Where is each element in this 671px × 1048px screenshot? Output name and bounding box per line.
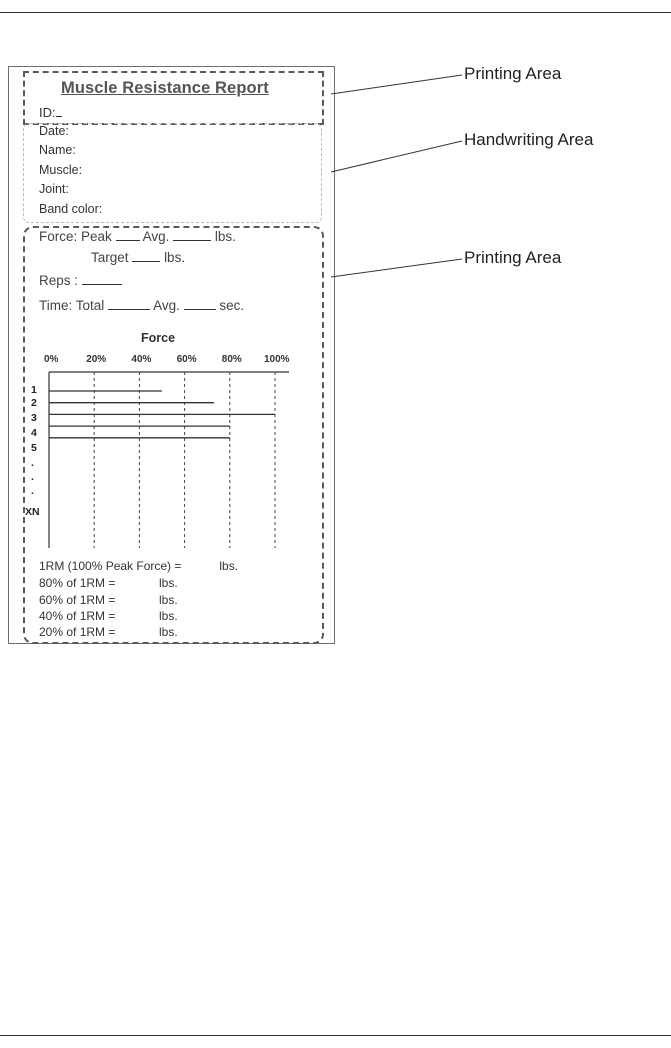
row-label-dot-7: . [31,485,34,497]
row-label-3: 3 [31,412,37,424]
result-20: 20% of 1RM = lbs. [39,625,178,639]
page-bottom-rule [0,1035,671,1036]
field-name: Name: [39,143,76,157]
result-80: 80% of 1RM = lbs. [39,576,178,590]
row-label-XN: XN [25,506,40,518]
target-line: Target lbs. [91,250,186,265]
force-line: Force: Peak Avg. lbs. [39,229,236,244]
tick-label-80: 80% [221,354,242,365]
row-label-dot-6: . [31,471,34,483]
row-label-5: 5 [31,442,37,454]
callout-handwriting-area: Handwriting Area [464,130,594,149]
tick-label-40: 40% [131,354,152,365]
leader-line-handwriting [331,141,462,172]
report-card [8,66,335,644]
field-joint: Joint: [39,182,69,196]
result-1rm: 1RM (100% Peak Force) = lbs. [39,559,239,573]
callout-printing-area-top: Printing Area [464,64,562,83]
field-muscle: Muscle: [39,163,83,177]
row-label-4: 4 [31,427,37,439]
row-label-dot-5: . [31,457,34,469]
id-label: ID: [39,105,62,120]
time-line: Time: Total Avg. sec. [39,298,245,313]
tick-label-100: 100% [264,354,290,365]
tick-label-60: 60% [176,354,197,365]
tick-label-0: 0% [44,354,59,365]
tick-label-20: 20% [86,354,107,365]
report-title: Muscle Resistance Report [61,79,269,97]
row-label-1: 1 [31,384,37,396]
leader-line-printing-bottom [331,259,462,277]
result-60: 60% of 1RM = lbs. [39,593,178,607]
chart-title: Force [141,331,176,345]
reps-line: Reps : [39,273,122,288]
callout-printing-area-bottom: Printing Area [464,248,562,267]
result-40: 40% of 1RM = lbs. [39,609,178,623]
row-label-2: 2 [31,397,37,409]
leader-line-printing-top [331,75,462,94]
field-band-color: Band color: [39,202,103,216]
field-date: Date: [39,124,69,138]
page-top-rule [0,12,671,13]
